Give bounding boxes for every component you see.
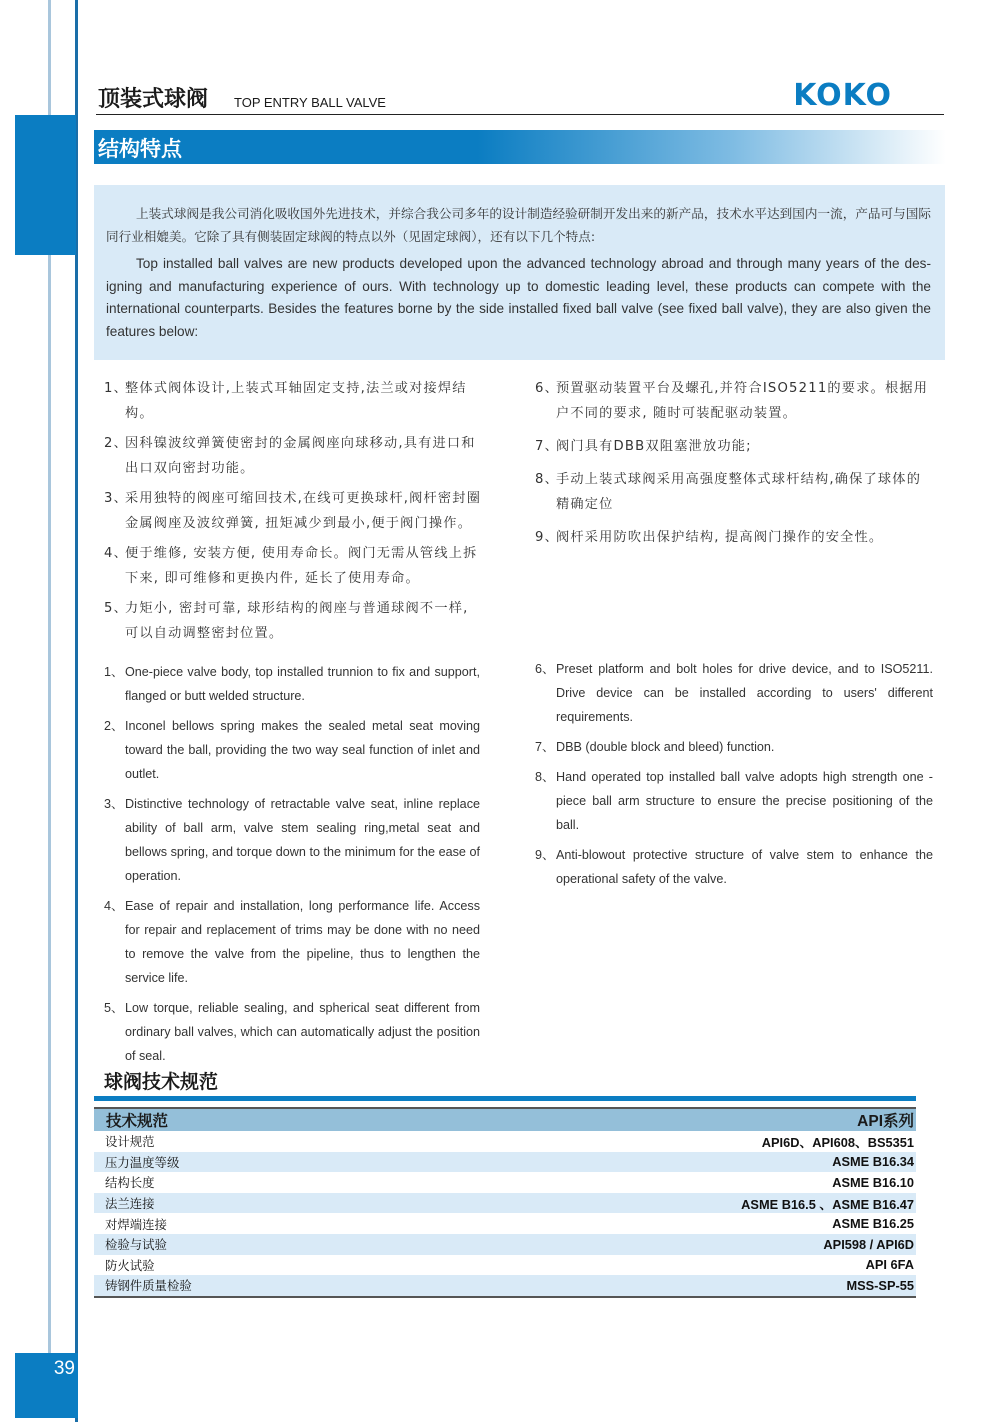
feature-text: 因科镍波纹弹簧使密封的金属阀座向球移动,具有进口和出口双向密封功能。: [125, 436, 476, 476]
spec-name: 防火试验: [105, 1257, 155, 1273]
feature-item: [104, 714, 480, 786]
feature-item: [535, 525, 933, 550]
page-number: 39: [53, 1358, 75, 1379]
feature-item: [104, 660, 480, 708]
section-banner: [94, 130, 946, 164]
page-title-cn: 顶装式球阀: [98, 87, 209, 112]
page-title-en: TOP ENTRY BALL VALVE: [234, 95, 386, 110]
spec-name: 法兰连接: [94, 1193, 381, 1214]
feature-number: 5、: [104, 601, 128, 616]
spec-value: API 6FA: [865, 1257, 914, 1273]
section-title: 结构特点: [98, 137, 182, 161]
spec-name: 检验与试验: [94, 1234, 381, 1255]
feature-item: [535, 467, 933, 517]
feature-number: 3、: [104, 797, 124, 811]
table-row: [94, 1213, 916, 1234]
feature-number: 8、: [535, 472, 559, 487]
spec-value: MSS-SP-55: [381, 1275, 916, 1297]
table-row: [94, 1234, 916, 1255]
feature-number: 2、: [104, 436, 128, 451]
feature-number: 8、: [535, 770, 555, 784]
spec-value: ASME B16.5 、ASME B16.47: [381, 1193, 916, 1214]
feature-text: Ease of repair and installation, long performance life. Access for repair and replacement of trims may be done with no need to remove the valve from the pipeline, thus to lengthen the service life.: [125, 899, 480, 985]
feature-item: [104, 486, 482, 536]
column-header: API系列: [381, 1108, 916, 1131]
feature-text: DBB (double block and bleed) function.: [556, 740, 775, 754]
feature-text: Preset platform and bolt holes for drive device, and to ISO5211. Drive device can be installed according to users' different requirements.: [556, 662, 933, 724]
feature-text: 阀门具有DBB双阻塞泄放功能;: [556, 439, 752, 454]
spec-table: [94, 1107, 916, 1298]
feature-text: 采用独特的阀座可缩回技术,在线可更换球杆,阀杆密封圈金属阀座及波纹弹簧, 扭矩减少到最小,便于阀门操作。: [125, 491, 482, 531]
features-cn-right: [535, 376, 933, 555]
spec-name: 设计规范: [105, 1134, 155, 1150]
feature-item: [535, 434, 933, 459]
features-en-right: [535, 657, 933, 897]
feature-text: Hand operated top installed ball valve adopts high strength one -piece ball arm structure to ensure the precise positioning of the ball.: [556, 770, 933, 832]
spec-name: 结构长度: [105, 1175, 155, 1191]
feature-item: [535, 735, 933, 759]
feature-item: [104, 431, 482, 481]
feature-text: 便于维修, 安装方便, 使用寿命长。阀门无需从管线上拆下来, 即可维修和更换内件, 延长了使用寿命。: [125, 546, 478, 586]
spec-divider: [94, 1096, 916, 1101]
feature-text: 预置驱动装置平台及螺孔,并符合ISO5211的要求。根据用户不同的要求, 随时可装配驱动装置。: [556, 381, 929, 421]
feature-item: [104, 894, 480, 990]
feature-item: [104, 541, 482, 591]
spec-name: 对焊端连接: [105, 1216, 167, 1232]
features-cn-left: [104, 376, 482, 651]
table-row: [94, 1131, 916, 1152]
spec-value: ASME B16.34: [381, 1152, 916, 1173]
table-row: [94, 1275, 916, 1297]
feature-item: [104, 376, 482, 426]
spec-name: 压力温度等级: [94, 1152, 381, 1173]
koko-logo: KOKO: [793, 78, 892, 113]
feature-item: [104, 792, 480, 888]
features-en-left: [104, 660, 480, 1074]
table-row: [94, 1172, 916, 1193]
feature-text: 阀杆采用防吹出保护结构, 提高阀门操作的安全性。: [556, 530, 884, 545]
table-row: [94, 1193, 916, 1214]
feature-number: 6、: [535, 662, 555, 676]
spec-value: API6D、API608、BS5351: [761, 1134, 914, 1150]
feature-text: 手动上装式球阀采用高强度整体式球杆结构,确保了球体的精确定位: [556, 472, 922, 512]
page-header: [96, 78, 944, 115]
feature-number: 6、: [535, 381, 559, 396]
feature-number: 4、: [104, 546, 128, 561]
decorative-side-block: [15, 115, 76, 255]
feature-number: 7、: [535, 439, 559, 454]
intro-box: [94, 185, 945, 360]
feature-number: 1、: [104, 665, 124, 679]
intro-text-cn: 上装式球阀是我公司消化吸收国外先进技术，并综合我公司多年的设计制造经验研制开发出来的新产品，技术水平达到国内一流，产品可与国际同行业相媲美。它除了具有侧装固定球阀的特点以外（见固定球阀），还有以下几个特点:: [106, 206, 931, 244]
feature-text: Inconel bellows spring makes the sealed metal seat moving toward the ball, providing the two way seal function of inlet and outlet.: [125, 719, 480, 781]
spec-value: API598 / API6D: [381, 1234, 916, 1255]
spec-value: ASME B16.25: [832, 1216, 914, 1232]
spec-section-title: 球阀技术规范: [104, 1071, 219, 1093]
feature-text: Distinctive technology of retractable valve seat, inline replace ability of ball arm, valve stem sealing ring,metal seat and bellows spring, and torque down to the minimum for the ease of operation.: [125, 797, 480, 883]
feature-item: [535, 843, 933, 891]
feature-item: [535, 765, 933, 837]
feature-number: 4、: [104, 899, 124, 913]
feature-text: 力矩小, 密封可靠, 球形结构的阀座与普通球阀不一样, 可以自动调整密封位置。: [125, 601, 469, 641]
feature-text: One-piece valve body, top installed trunnion to fix and support, flanged or butt welded structure.: [125, 665, 480, 703]
intro-text-en: Top installed ball valves are new products developed upon the advanced technology abroad and through many years of the des-igning and manufacturing experience of ours. With technology up to domestic leading level, these products can compete with the international counterparts. Besides the features borne by the side installed fixed ball valve (see fixed ball valve), they are also given the features below:: [106, 256, 931, 339]
feature-text: Anti-blowout protective structure of valve stem to enhance the operational safety of the valve.: [556, 848, 933, 886]
feature-number: 5、: [104, 1001, 124, 1015]
spec-table-header: [94, 1108, 916, 1131]
table-row: [94, 1152, 916, 1173]
feature-text: Low torque, reliable sealing, and spherical seat different from ordinary ball valves, which can automatically adjust the position of seal.: [125, 1001, 480, 1063]
feature-number: 1、: [104, 381, 128, 396]
feature-item: [535, 657, 933, 729]
table-row: [94, 1255, 916, 1276]
feature-number: 3、: [104, 491, 128, 506]
feature-number: 9、: [535, 530, 559, 545]
feature-item: [104, 596, 482, 646]
spec-name: 铸钢件质量检验: [94, 1275, 381, 1297]
feature-item: [104, 996, 480, 1068]
feature-number: 9、: [535, 848, 555, 862]
feature-item: [535, 376, 933, 426]
feature-text: 整体式阀体设计,上装式耳轴固定支持,法兰或对接焊结构。: [125, 381, 467, 421]
feature-number: 7、: [535, 740, 555, 754]
feature-number: 2、: [104, 719, 124, 733]
column-header: 技术规范: [94, 1108, 381, 1131]
spec-value: ASME B16.10: [832, 1174, 914, 1190]
